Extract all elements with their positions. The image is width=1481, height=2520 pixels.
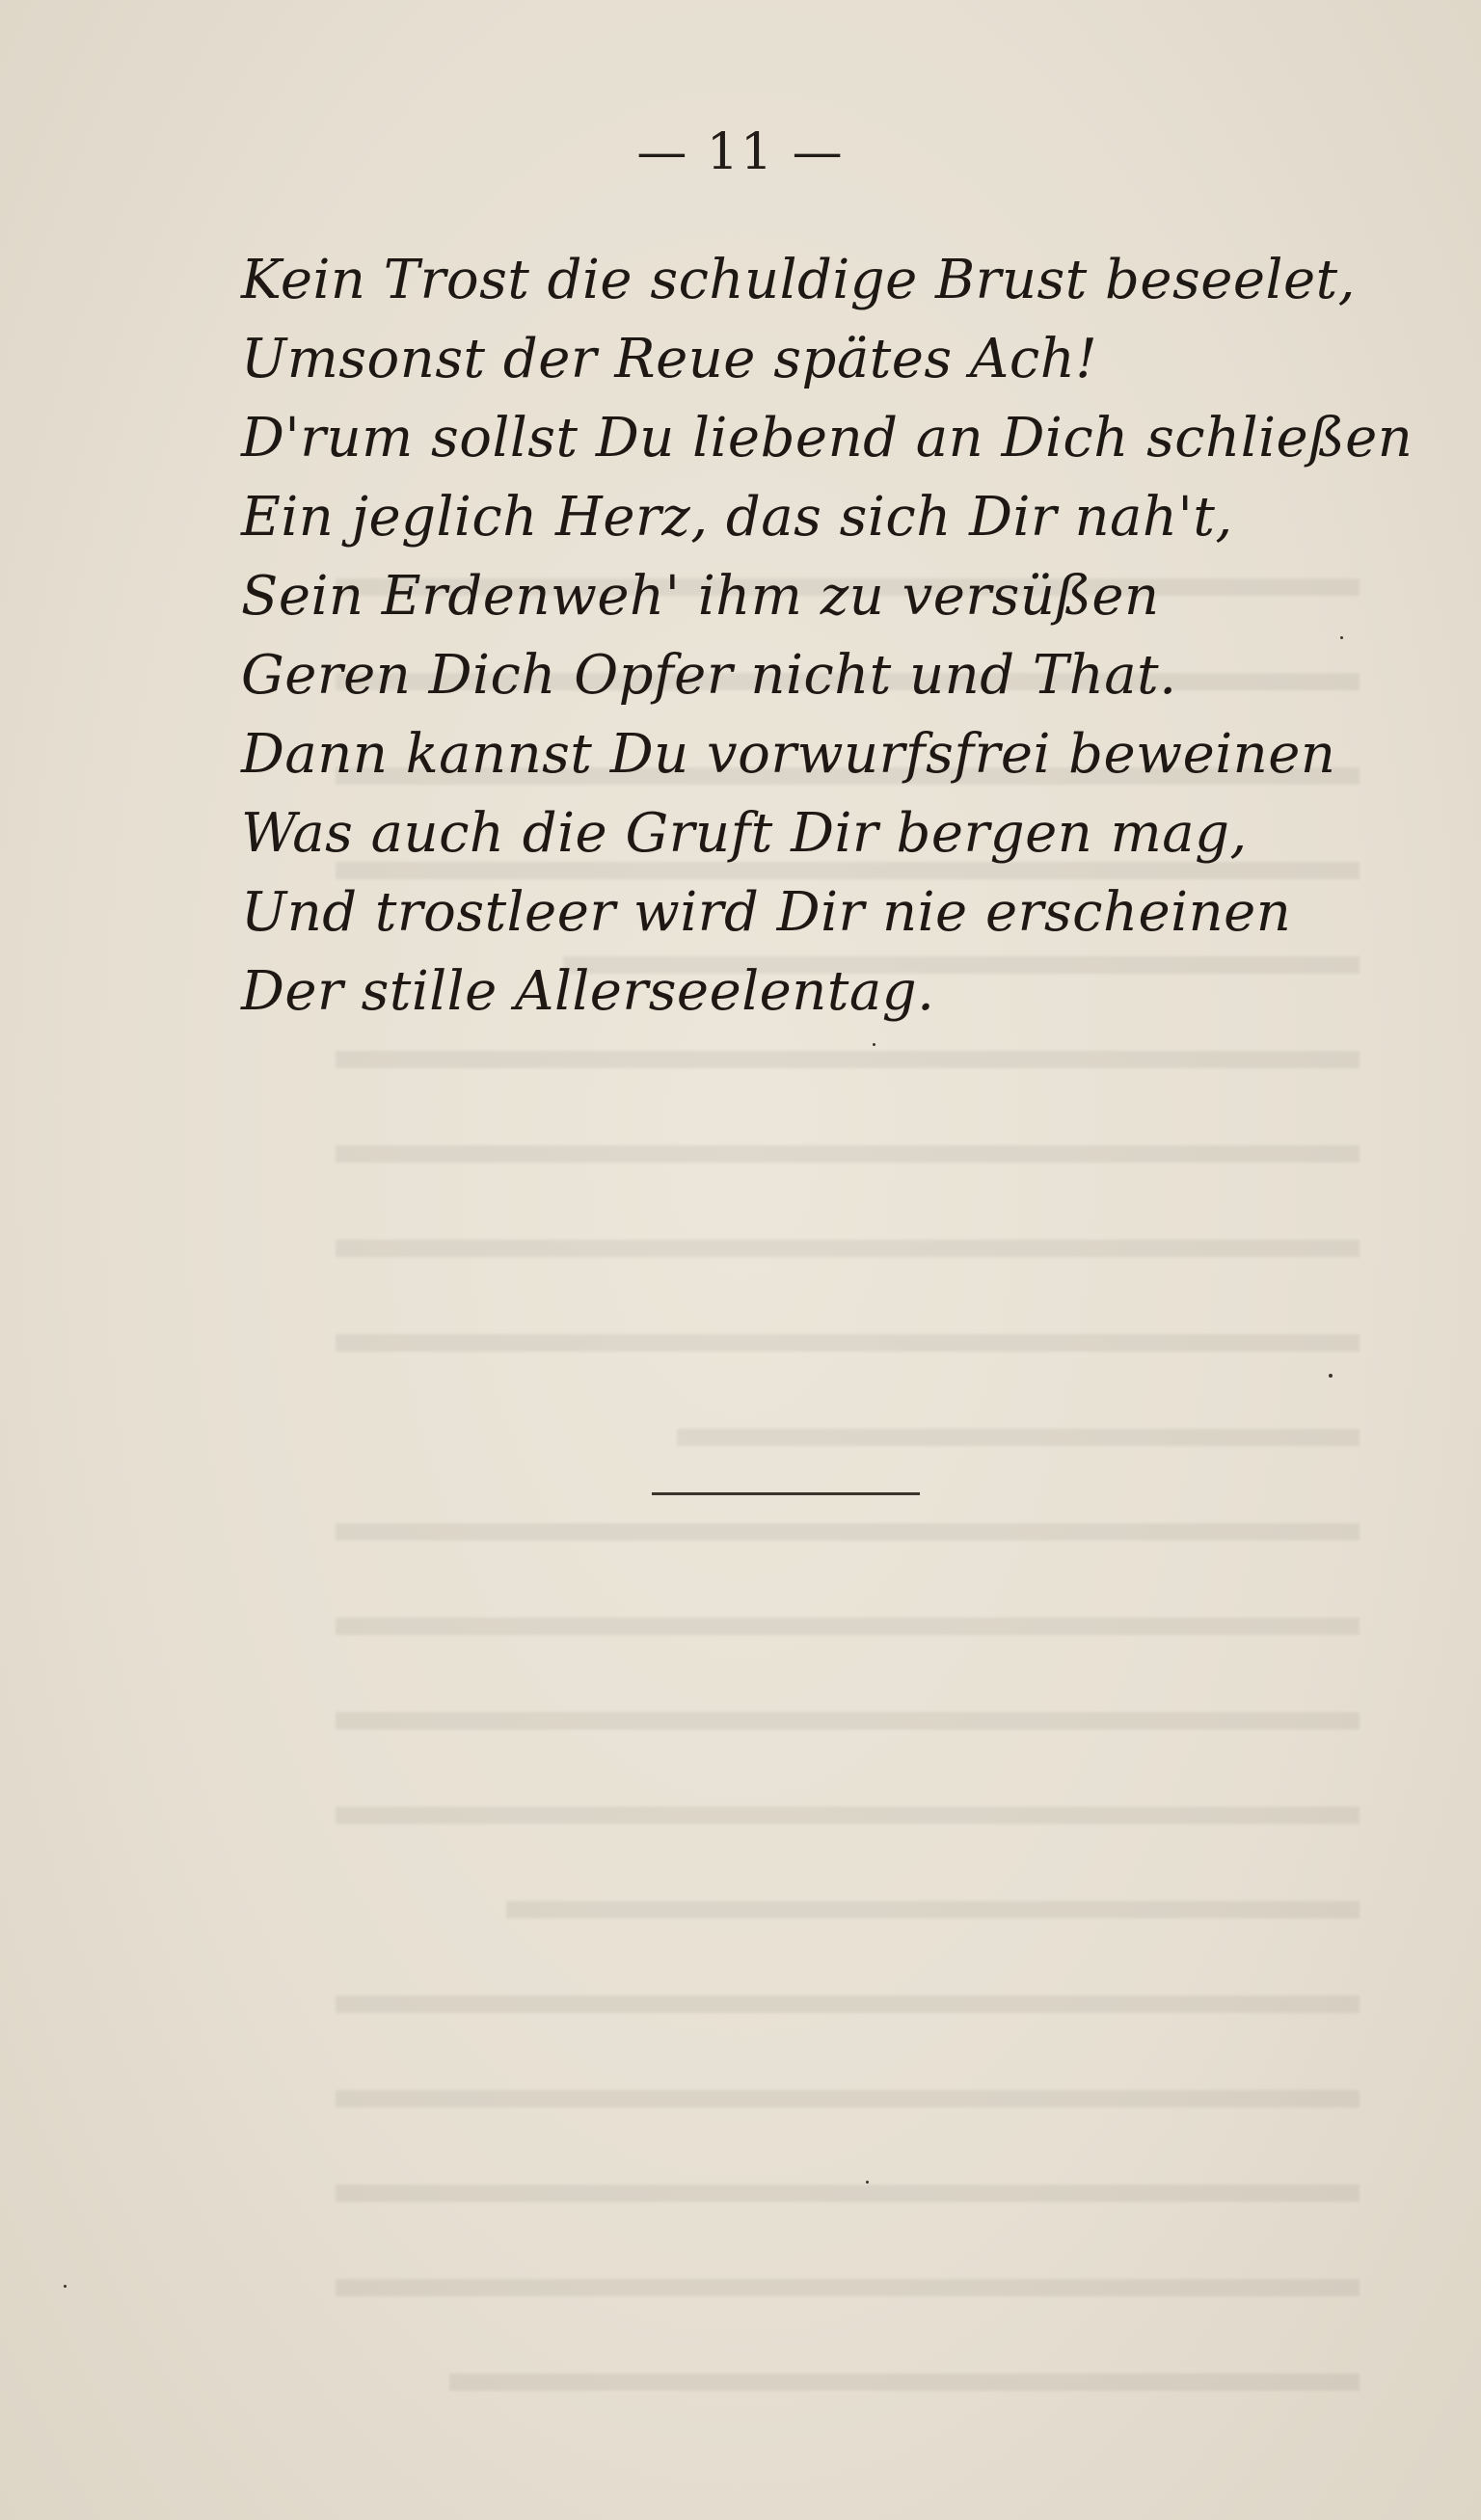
paper-speck (1329, 1374, 1333, 1378)
poem-line: Was auch die Gruft Dir bergen mag, (241, 802, 1248, 865)
paper-speck (64, 2285, 67, 2288)
poem-line: D'rum sollst Du liebend an Dich schließen (241, 407, 1414, 469)
poem-stanza (241, 241, 1414, 1032)
poem-line: Sein Erdenweh' ihm zu versüßen (241, 565, 1160, 628)
poem-line: Dann kannst Du vorwurfsfrei beweinen (241, 723, 1336, 786)
poem-line: Geren Dich Opfer nicht und That. (241, 644, 1177, 707)
poem-line: Und trostleer wird Dir nie erscheinen (241, 881, 1292, 944)
page-number: — 11 — (636, 123, 845, 181)
paper-speck (1340, 636, 1343, 639)
paper-speck (866, 2181, 869, 2184)
poem-line: Kein Trost die schuldige Brust beseelet, (241, 249, 1356, 311)
poem-line: Umsonst der Reue spätes Ach! (241, 328, 1098, 390)
section-divider (652, 1492, 920, 1495)
poem-line: Ein jeglich Herz, das sich Dir nah't, (241, 486, 1233, 549)
paper-speck (873, 1043, 875, 1046)
poem-line: Der stille Allerseelentag. (241, 960, 935, 1023)
